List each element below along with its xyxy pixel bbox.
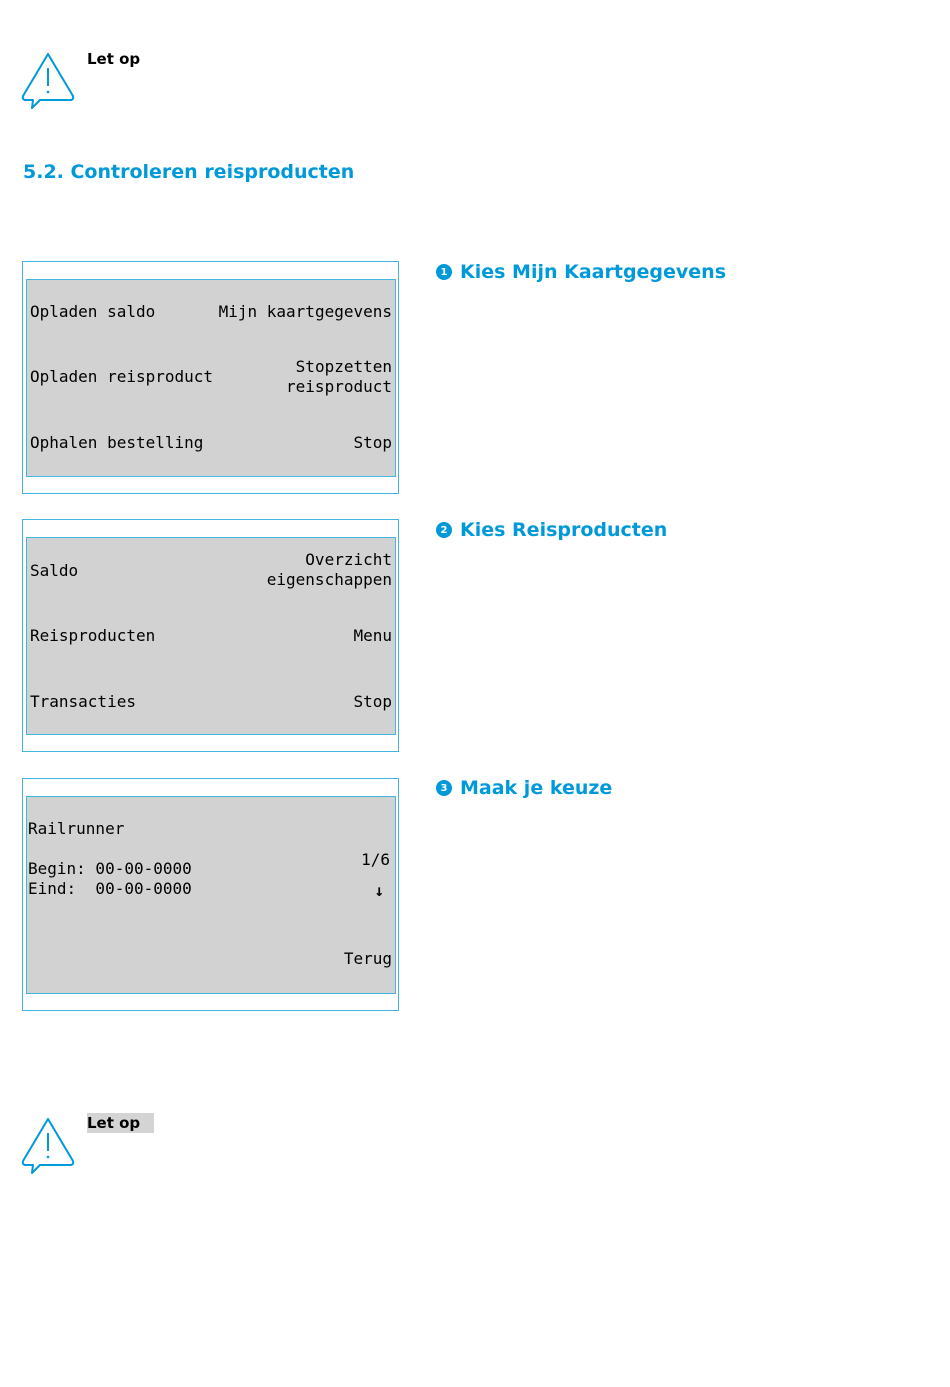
option-stopzetten-reisproduct[interactable]	[286, 357, 392, 397]
step-number-badge: 2	[436, 522, 452, 538]
step-number-badge: 3	[436, 780, 452, 796]
warning-bubble-icon	[20, 1115, 76, 1175]
terminal-screen-3	[22, 778, 399, 1011]
screen-display	[26, 537, 396, 735]
option-reisproducten[interactable]: Reisproducten	[30, 626, 156, 645]
step-3	[436, 777, 612, 799]
option-stopzetten-line2: reisproduct	[286, 377, 392, 396]
page-indicator: 1/6	[361, 850, 390, 869]
screen-display	[26, 796, 396, 994]
product-end-date: Eind: 00-00-0000	[28, 879, 192, 898]
step-label: Kies Reisproducten	[460, 519, 668, 541]
option-stop[interactable]: Stop	[353, 433, 392, 452]
option-overzicht-line2: eigenschappen	[266, 570, 392, 589]
option-opladen-reisproduct[interactable]: Opladen reisproduct	[30, 367, 214, 386]
step-1	[436, 261, 726, 283]
scroll-down-arrow-icon[interactable]: ↓	[374, 881, 384, 900]
screen-display	[26, 279, 396, 477]
product-name: Railrunner	[28, 819, 125, 838]
warning-bubble-icon	[20, 50, 76, 110]
option-transacties[interactable]: Transacties	[30, 692, 136, 711]
step-number-badge: 1	[436, 264, 452, 280]
option-opladen-saldo[interactable]: Opladen saldo	[30, 302, 156, 321]
option-menu[interactable]: Menu	[353, 626, 392, 645]
option-overzicht-eigenschappen[interactable]	[267, 550, 392, 590]
option-saldo[interactable]: Saldo	[30, 561, 79, 580]
notice-label: Let op	[87, 1113, 154, 1133]
notice-label: Let op	[87, 50, 141, 68]
option-terug[interactable]: Terug	[343, 949, 392, 968]
option-mijn-kaartgegevens[interactable]: Mijn kaartgegevens	[218, 302, 392, 321]
step-label: Maak je keuze	[460, 777, 613, 799]
terminal-screen-1	[22, 261, 399, 494]
product-begin-date: Begin: 00-00-0000	[28, 859, 192, 878]
terminal-screen-2	[22, 519, 399, 752]
step-2	[436, 519, 667, 541]
option-overzicht-line1: Overzicht	[305, 550, 392, 569]
step-label: Kies Mijn Kaartgegevens	[460, 261, 727, 283]
option-ophalen-bestelling[interactable]: Ophalen bestelling	[30, 433, 204, 452]
section-title: 5.2. Controleren reisproducten	[23, 161, 355, 183]
option-stop[interactable]: Stop	[353, 692, 392, 711]
option-stopzetten-line1: Stopzetten	[295, 357, 392, 376]
